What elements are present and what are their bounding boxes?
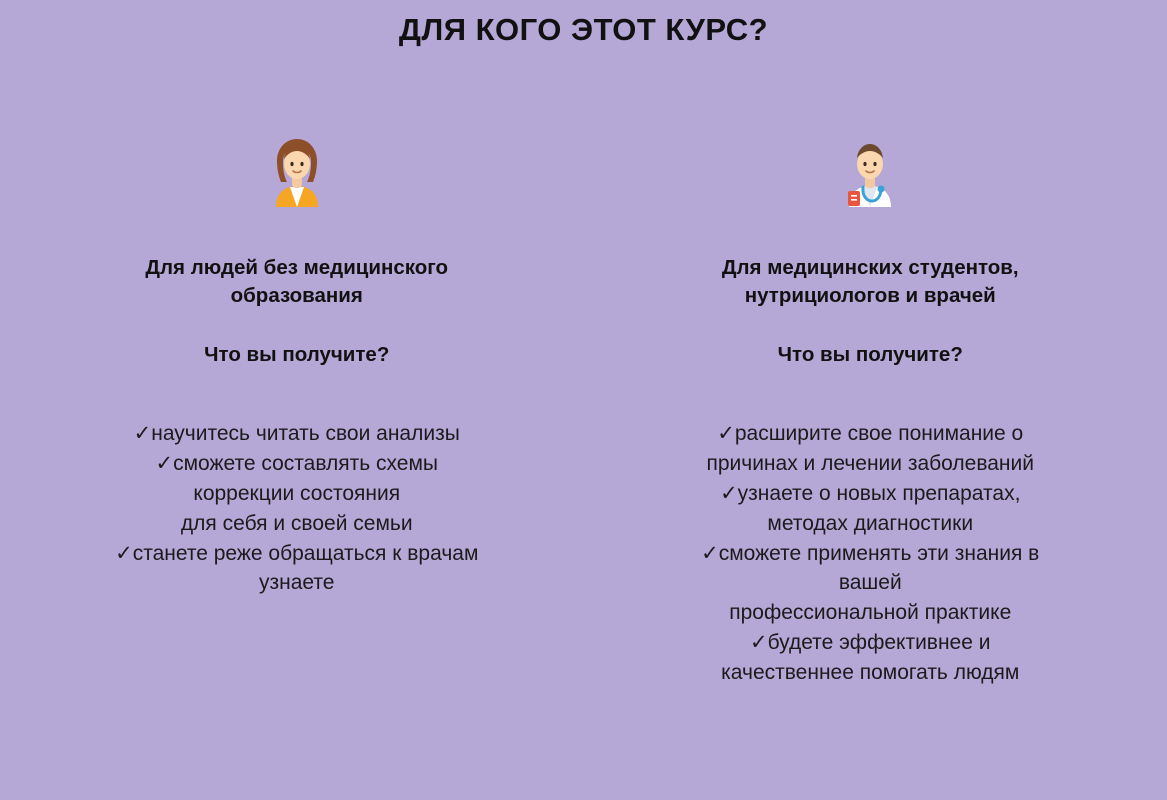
benefit-line: ✓сможете применять эти знания в (701, 541, 1040, 565)
benefit-line: профессиональной практике (729, 601, 1012, 625)
benefit-line: качественнее помогать людям (721, 660, 1020, 684)
benefit-line: ✓научитесь читать свои анализы (133, 422, 460, 446)
column-subheading: Что вы получите? (777, 343, 963, 367)
benefit-line: методах диагностики (767, 511, 974, 535)
benefit-line: коррекции состояния (193, 481, 401, 505)
benefit-line: ✓расширите свое понимание о (717, 422, 1024, 446)
benefit-line: ✓узнаете о новых препаратах, (720, 481, 1021, 505)
column-non-medical (0, 126, 584, 688)
benefit-line: причинах и лечении заболеваний (706, 452, 1034, 476)
benefits-list-right (701, 419, 1039, 687)
benefit-line: вашей (838, 571, 902, 595)
benefit-line: узнаете (259, 571, 335, 595)
page-title: ДЛЯ КОГО ЭТОТ КУРС? (398, 12, 769, 47)
column-heading: Для людей без медицинского образования (145, 256, 449, 307)
column-medical (584, 126, 1167, 688)
benefit-line: ✓станете реже обращаться к врачам (115, 541, 479, 565)
column-heading: Для медицинских студентов, нутрициологов и врачей (721, 256, 1019, 307)
benefit-line: для себя и своей семьи (180, 511, 413, 535)
benefit-line: ✓сможете составлять схемы (155, 452, 439, 476)
benefits-list-left (115, 419, 478, 598)
woman-icon (263, 126, 331, 212)
doctor-icon (836, 126, 904, 212)
benefit-line: ✓будете эффективнее и (749, 631, 991, 655)
columns-container (0, 126, 1167, 688)
column-subheading: Что вы получите? (204, 343, 390, 367)
